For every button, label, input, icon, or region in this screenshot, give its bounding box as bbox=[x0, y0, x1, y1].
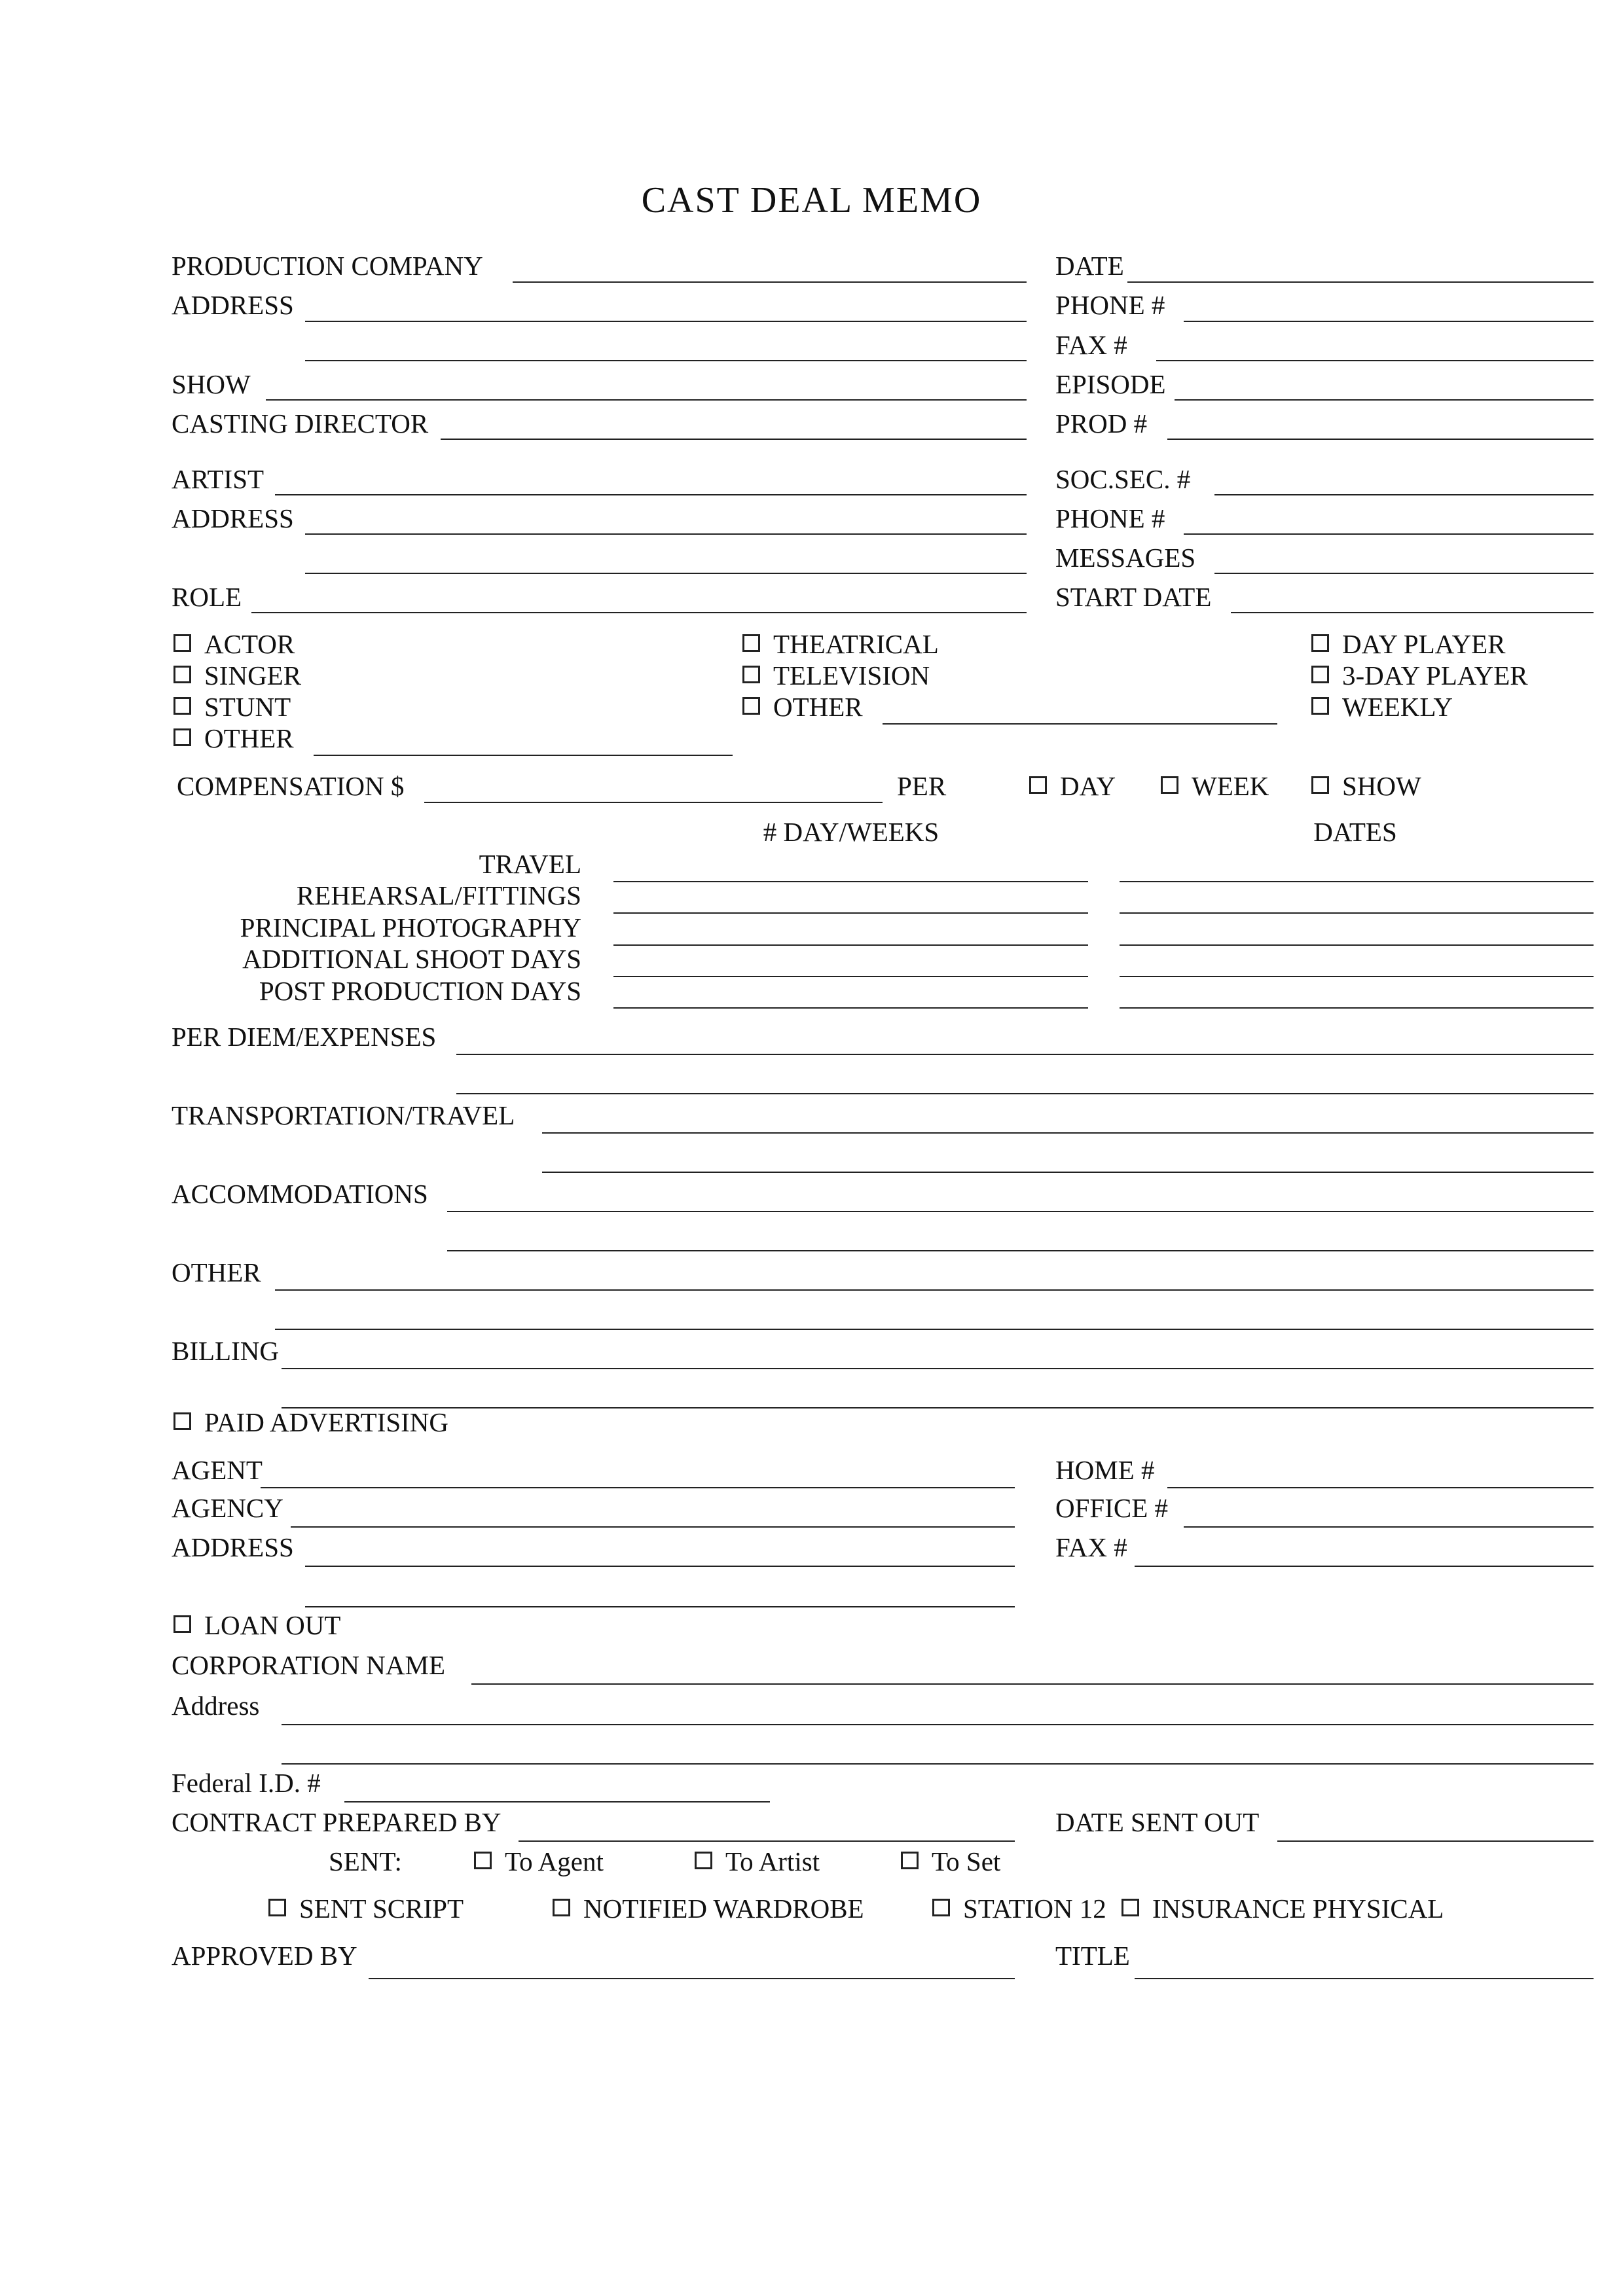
rehearsal-days-field[interactable] bbox=[613, 912, 1088, 914]
production-address-label: ADDRESS bbox=[172, 290, 294, 320]
agent-label: AGENT bbox=[172, 1455, 263, 1485]
insurance-physical-checkbox[interactable] bbox=[1122, 1899, 1139, 1916]
schedule-row-label-travel: TRAVEL bbox=[479, 849, 581, 879]
loan-out-label: LOAN OUT bbox=[204, 1610, 341, 1640]
television-checkbox[interactable] bbox=[742, 666, 760, 683]
per-label: PER bbox=[897, 771, 947, 801]
approved-by-label: APPROVED BY bbox=[172, 1941, 357, 1971]
office-phone-label: OFFICE # bbox=[1055, 1493, 1169, 1523]
contract-prepared-by-label: CONTRACT PREPARED BY bbox=[172, 1807, 501, 1837]
approved-by-field[interactable] bbox=[369, 1978, 1015, 1979]
transportation-field-1[interactable] bbox=[542, 1132, 1594, 1134]
home-phone-label: HOME # bbox=[1055, 1455, 1155, 1485]
agent-fax-field[interactable] bbox=[1135, 1566, 1594, 1567]
per-week-checkbox[interactable] bbox=[1161, 776, 1178, 794]
artist-phone-field[interactable] bbox=[1184, 533, 1594, 535]
title-label: TITLE bbox=[1055, 1941, 1130, 1971]
corporation-name-field[interactable] bbox=[471, 1683, 1594, 1685]
episode-field[interactable] bbox=[1175, 399, 1594, 401]
paid-advertising-checkbox[interactable] bbox=[173, 1412, 191, 1430]
accommodations-label: ACCOMMODATIONS bbox=[172, 1179, 428, 1209]
production-fax-field[interactable] bbox=[1156, 360, 1594, 361]
agent-address-label: ADDRESS bbox=[172, 1532, 294, 1562]
station-12-checkbox[interactable] bbox=[932, 1899, 950, 1916]
compensation-field[interactable] bbox=[424, 802, 883, 803]
accommodations-field-1[interactable] bbox=[447, 1211, 1594, 1212]
per-day-checkbox[interactable] bbox=[1029, 776, 1047, 794]
schedule-row-label-additional: ADDITIONAL SHOOT DAYS bbox=[242, 944, 581, 974]
stunt-checkbox[interactable] bbox=[173, 697, 191, 715]
show-label: SHOW bbox=[172, 369, 251, 399]
per-day-label: DAY bbox=[1060, 771, 1116, 801]
travel-dates-field[interactable] bbox=[1120, 881, 1594, 882]
compensation-label: COMPENSATION $ bbox=[177, 771, 405, 801]
rehearsal-dates-field[interactable] bbox=[1120, 912, 1594, 914]
start-date-label: START DATE bbox=[1055, 582, 1212, 612]
production-phone-label: PHONE # bbox=[1055, 290, 1165, 320]
prod-number-field[interactable] bbox=[1167, 439, 1594, 440]
artist-address-field-1[interactable] bbox=[305, 533, 1027, 535]
transportation-field-2[interactable] bbox=[542, 1172, 1594, 1173]
per-diem-label: PER DIEM/EXPENSES bbox=[172, 1022, 437, 1052]
actor-checkbox[interactable] bbox=[173, 634, 191, 652]
actor-label: ACTOR bbox=[204, 629, 295, 659]
casting-director-field[interactable] bbox=[441, 439, 1027, 440]
dates-header: DATES bbox=[1313, 817, 1397, 847]
role-field[interactable] bbox=[251, 612, 1027, 613]
billing-field-1[interactable] bbox=[282, 1368, 1594, 1369]
casting-director-label: CASTING DIRECTOR bbox=[172, 408, 429, 439]
other-terms-field-2[interactable] bbox=[275, 1329, 1594, 1330]
principal-days-field[interactable] bbox=[613, 944, 1088, 946]
production-address-field-1[interactable] bbox=[305, 321, 1027, 322]
principal-dates-field[interactable] bbox=[1120, 944, 1594, 946]
soc-sec-field[interactable] bbox=[1214, 494, 1594, 495]
corporation-name-label: CORPORATION NAME bbox=[172, 1650, 446, 1680]
other-terms-field-1[interactable] bbox=[275, 1289, 1594, 1291]
schedule-row-label-post: POST PRODUCTION DAYS bbox=[259, 976, 581, 1006]
loan-out-address-field-2[interactable] bbox=[282, 1763, 1594, 1765]
agent-field[interactable] bbox=[261, 1487, 1015, 1488]
per-diem-field-1[interactable] bbox=[456, 1054, 1594, 1055]
to-artist-checkbox[interactable] bbox=[695, 1852, 712, 1869]
artist-field[interactable] bbox=[275, 494, 1027, 495]
station-12-label: STATION 12 bbox=[963, 1893, 1106, 1924]
billing-field-2[interactable] bbox=[282, 1407, 1594, 1408]
day-player-label: DAY PLAYER bbox=[1342, 629, 1506, 659]
weekly-label: WEEKLY bbox=[1342, 692, 1453, 722]
agency-field[interactable] bbox=[291, 1526, 1015, 1528]
to-set-checkbox[interactable] bbox=[901, 1852, 919, 1869]
home-phone-field[interactable] bbox=[1167, 1487, 1594, 1488]
agency-label: AGENCY bbox=[172, 1493, 283, 1523]
other-medium-label: OTHER bbox=[773, 692, 863, 722]
post-days-field[interactable] bbox=[613, 1007, 1088, 1009]
paid-advertising-label: PAID ADVERTISING bbox=[204, 1407, 449, 1437]
other-category-checkbox[interactable] bbox=[173, 728, 191, 746]
artist-address-label: ADDRESS bbox=[172, 503, 294, 533]
agent-address-field-1[interactable] bbox=[305, 1566, 1015, 1567]
prod-number-label: PROD # bbox=[1055, 408, 1148, 439]
day-player-checkbox[interactable] bbox=[1311, 634, 1329, 652]
singer-checkbox[interactable] bbox=[173, 666, 191, 683]
per-show-label: SHOW bbox=[1342, 771, 1421, 801]
per-week-label: WEEK bbox=[1192, 771, 1269, 801]
days-weeks-header: # DAY/WEEKS bbox=[763, 817, 939, 847]
agent-address-field-2[interactable] bbox=[305, 1606, 1015, 1607]
start-date-field[interactable] bbox=[1231, 612, 1594, 613]
agent-fax-label: FAX # bbox=[1055, 1532, 1127, 1562]
other-terms-label: OTHER bbox=[172, 1257, 261, 1287]
artist-label: ARTIST bbox=[172, 464, 264, 494]
show-field[interactable] bbox=[266, 399, 1027, 401]
loan-out-address-field-1[interactable] bbox=[282, 1724, 1594, 1725]
television-label: TELEVISION bbox=[773, 660, 930, 691]
to-agent-checkbox[interactable] bbox=[474, 1852, 492, 1869]
insurance-physical-label: INSURANCE PHYSICAL bbox=[1152, 1893, 1444, 1924]
production-address-field-2[interactable] bbox=[305, 360, 1027, 361]
title-field[interactable] bbox=[1135, 1978, 1594, 1979]
additional-days-field[interactable] bbox=[613, 976, 1088, 977]
federal-id-field[interactable] bbox=[344, 1801, 770, 1803]
transportation-label: TRANSPORTATION/TRAVEL bbox=[172, 1100, 515, 1130]
other-medium-field[interactable] bbox=[883, 723, 1277, 725]
contract-prepared-by-field[interactable] bbox=[519, 1840, 1015, 1842]
production-company-field[interactable] bbox=[513, 281, 1027, 283]
weekly-checkbox[interactable] bbox=[1311, 697, 1329, 715]
date-sent-out-label: DATE SENT OUT bbox=[1055, 1807, 1260, 1837]
other-category-label: OTHER bbox=[204, 723, 294, 753]
to-set-label: To Set bbox=[932, 1846, 1001, 1876]
theatrical-label: THEATRICAL bbox=[773, 629, 939, 659]
per-diem-field-2[interactable] bbox=[456, 1093, 1594, 1094]
singer-label: SINGER bbox=[204, 660, 302, 691]
per-show-checkbox[interactable] bbox=[1311, 776, 1329, 794]
role-label: ROLE bbox=[172, 582, 242, 612]
production-phone-field[interactable] bbox=[1184, 321, 1594, 322]
other-medium-checkbox[interactable] bbox=[742, 697, 760, 715]
additional-dates-field[interactable] bbox=[1120, 976, 1594, 977]
messages-label: MESSAGES bbox=[1055, 543, 1196, 573]
loan-out-address-label: Address bbox=[172, 1691, 260, 1721]
notified-wardrobe-checkbox[interactable] bbox=[553, 1899, 570, 1916]
date-field[interactable] bbox=[1127, 281, 1594, 283]
date-label: DATE bbox=[1055, 251, 1124, 281]
date-sent-out-field[interactable] bbox=[1277, 1840, 1594, 1842]
soc-sec-label: SOC.SEC. # bbox=[1055, 464, 1191, 494]
other-category-field[interactable] bbox=[314, 755, 733, 756]
stunt-label: STUNT bbox=[204, 692, 291, 722]
production-fax-label: FAX # bbox=[1055, 330, 1127, 360]
billing-label: BILLING bbox=[172, 1336, 279, 1366]
loan-out-checkbox[interactable] bbox=[173, 1615, 191, 1633]
to-artist-label: To Artist bbox=[725, 1846, 820, 1876]
office-phone-field[interactable] bbox=[1184, 1526, 1594, 1528]
federal-id-label: Federal I.D. # bbox=[172, 1768, 321, 1798]
theatrical-checkbox[interactable] bbox=[742, 634, 760, 652]
artist-address-field-2[interactable] bbox=[305, 573, 1027, 574]
accommodations-field-2[interactable] bbox=[447, 1250, 1594, 1251]
to-agent-label: To Agent bbox=[505, 1846, 604, 1876]
sent-script-label: SENT SCRIPT bbox=[299, 1893, 464, 1924]
post-dates-field[interactable] bbox=[1120, 1007, 1594, 1009]
three-day-player-checkbox[interactable] bbox=[1311, 666, 1329, 683]
schedule-row-label-rehearsal: REHEARSAL/FITTINGS bbox=[296, 880, 581, 910]
travel-days-field[interactable] bbox=[613, 881, 1088, 882]
three-day-player-label: 3-DAY PLAYER bbox=[1342, 660, 1528, 691]
notified-wardrobe-label: NOTIFIED WARDROBE bbox=[583, 1893, 864, 1924]
episode-label: EPISODE bbox=[1055, 369, 1166, 399]
artist-phone-label: PHONE # bbox=[1055, 503, 1165, 533]
form-title: CAST DEAL MEMO bbox=[641, 180, 982, 221]
production-company-label: PRODUCTION COMPANY bbox=[172, 251, 483, 281]
sent-label: SENT: bbox=[329, 1846, 402, 1876]
sent-script-checkbox[interactable] bbox=[268, 1899, 286, 1916]
schedule-row-label-principal: PRINCIPAL PHOTOGRAPHY bbox=[240, 912, 581, 942]
messages-field[interactable] bbox=[1214, 573, 1594, 574]
